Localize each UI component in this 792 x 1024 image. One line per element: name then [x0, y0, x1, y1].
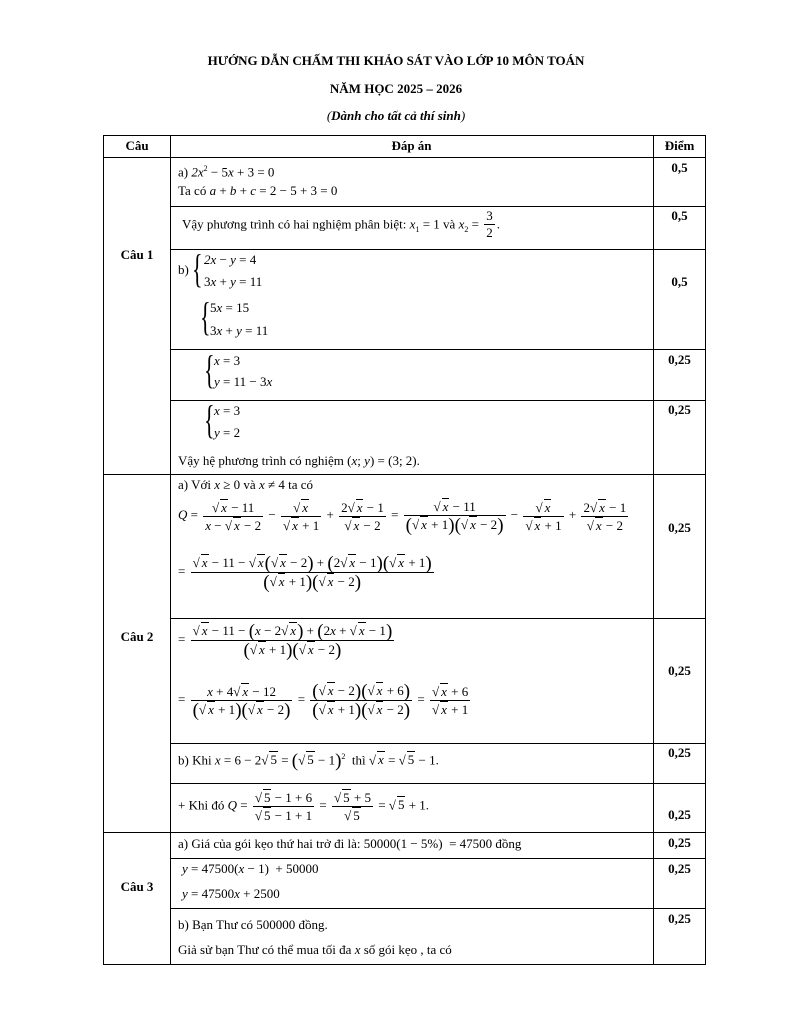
- col-divider: [170, 136, 171, 964]
- q2a-step: = $\frac{√ x - 11 - √ x(√ x - 2) + (2√ x - 1)(√ x + 1)}{(√ x + 1)(√ x - 2)}$: [178, 553, 432, 594]
- score-value: 0,25: [668, 745, 691, 760]
- q1b-system: y = 11 − 3x: [214, 374, 273, 389]
- document-subtitle: (Dành cho tất cả thí sinh): [326, 108, 466, 123]
- row-divider: [170, 858, 705, 859]
- q2a-step: = $\frac{√ x - 11 - (x - 2√ x) + (2x + √ x - 1)}{(√ x + 1)(√ x - 2)}$: [178, 621, 393, 662]
- score-value: 0,25: [668, 402, 691, 417]
- brace-symbol: {: [204, 347, 215, 392]
- q3b-text: b) Bạn Thư có 500000 đồng.: [178, 917, 328, 932]
- q3a-price: a) Giá của gói kẹo thứ hai trở đi là: 50000(1 − 5%) = 47500 đồng: [178, 836, 522, 851]
- row-divider: [170, 618, 705, 619]
- row-divider: [170, 400, 705, 401]
- row-divider: [170, 908, 705, 909]
- score-value: 0,25: [668, 835, 691, 850]
- q1b-label: b): [178, 262, 189, 277]
- question-label: Câu 2: [120, 629, 154, 644]
- q1b-system: x = 3: [214, 353, 241, 368]
- q2a-condition: a) Với x ≥ 0 và x ≠ 4 ta có: [178, 477, 314, 492]
- q1b-system: y = 2: [214, 425, 241, 440]
- score-value: 0,25: [668, 807, 691, 822]
- score-value: 0,25: [668, 861, 691, 876]
- q1b-system: 2x − y = 4: [204, 252, 257, 267]
- score-value: 0,5: [671, 208, 688, 223]
- header-score: Điểm: [664, 138, 695, 153]
- header-question: Câu: [125, 138, 149, 153]
- row-divider: [170, 206, 705, 207]
- row-divider: [104, 157, 705, 158]
- score-value: 0,5: [671, 274, 688, 289]
- row-divider: [170, 249, 705, 250]
- col-divider: [653, 136, 654, 964]
- q1a-sum: Ta có a + b + c = 2 − 5 + 3 = 0: [178, 183, 338, 198]
- q1b-system: 5x = 15: [210, 300, 250, 315]
- q2a-result: = $\frac{x + 4√ x - 12}{(√ x + 1)(√ x - 2)}$ = $\frac{(√ x - 2)(√ x + 6)}{(√ x + 1)(√ x - 2)}$ = $\frac{√ x + 6}{√ x + 1}$: [178, 681, 469, 722]
- brace-symbol: {: [200, 294, 211, 339]
- score-value: 0,25: [668, 352, 691, 367]
- score-value: 0,25: [668, 663, 691, 678]
- q2b-substitution: b) Khi x = 6 − 2√ 5 = (√ 5 − 1)$^2$ thì √ x = √ 5 − 1.: [178, 750, 439, 772]
- row-divider: [170, 743, 705, 744]
- document-title: HƯỚNG DẪN CHẤM THI KHẢO SÁT VÀO LỚP 10 MÔN TOÁN: [207, 53, 585, 68]
- q1b-system: x = 3: [214, 403, 241, 418]
- q1b-system: 3x + y = 11: [204, 274, 263, 289]
- q1a-conclusion: Vậy phương trình có hai nghiệm phân biệt: $x_1 = 1$ và $x_2$ = $\frac{3}{2}$ .: [182, 208, 500, 240]
- brace-symbol: {: [192, 246, 203, 291]
- q3a-function: y = 47500x + 2500: [182, 886, 280, 901]
- q3a-function: y = 47500(x − 1) + 50000: [182, 861, 319, 876]
- q2a-expression: Q = $\frac{√ x - 11}{x - √ x - 2}$ − $\frac{√ x}{√ x + 1}$ + $\frac{2√ x - 1}{√ x - 2}$ = $\frac{√ x - 11}{(√ x + 1)(√ x - 2)}$ − $\frac{√ x}{√ x + 1}$ + $\frac{2√ x - 1}{√ x - 2}$: [178, 499, 627, 537]
- q1b-system: 3x + y = 11: [210, 323, 269, 338]
- row-divider: [104, 832, 705, 833]
- question-label: Câu 3: [120, 879, 154, 894]
- score-value: 0,5: [671, 160, 688, 175]
- school-year: NĂM HỌC 2025 – 2026: [329, 81, 463, 96]
- brace-symbol: {: [204, 397, 215, 442]
- row-divider: [170, 349, 705, 350]
- q1b-conclusion: Vậy hệ phương trình có nghiệm (x; y) = (3; 2).: [178, 453, 420, 468]
- question-label: Câu 1: [120, 247, 154, 262]
- score-value: 0,25: [668, 911, 691, 926]
- q2b-result: + Khi đó Q = $\frac{√ 5 - 1 + 6}{√ 5 - 1 + 1}$ = $\frac{√ 5 + 5}{√ 5}$ = √ 5 + 1.: [178, 790, 430, 823]
- row-divider: [104, 474, 705, 475]
- answer-table: [103, 135, 706, 965]
- q3b-text: Giả sử bạn Thư có thể mua tối đa x số gói kẹo , ta có: [178, 942, 452, 957]
- q1a-equation: a) $2x^2 - 5x + 3 = 0$: [178, 164, 275, 180]
- row-divider: [170, 783, 705, 784]
- header-answer: Đáp án: [391, 138, 432, 153]
- score-value: 0,25: [668, 520, 691, 535]
